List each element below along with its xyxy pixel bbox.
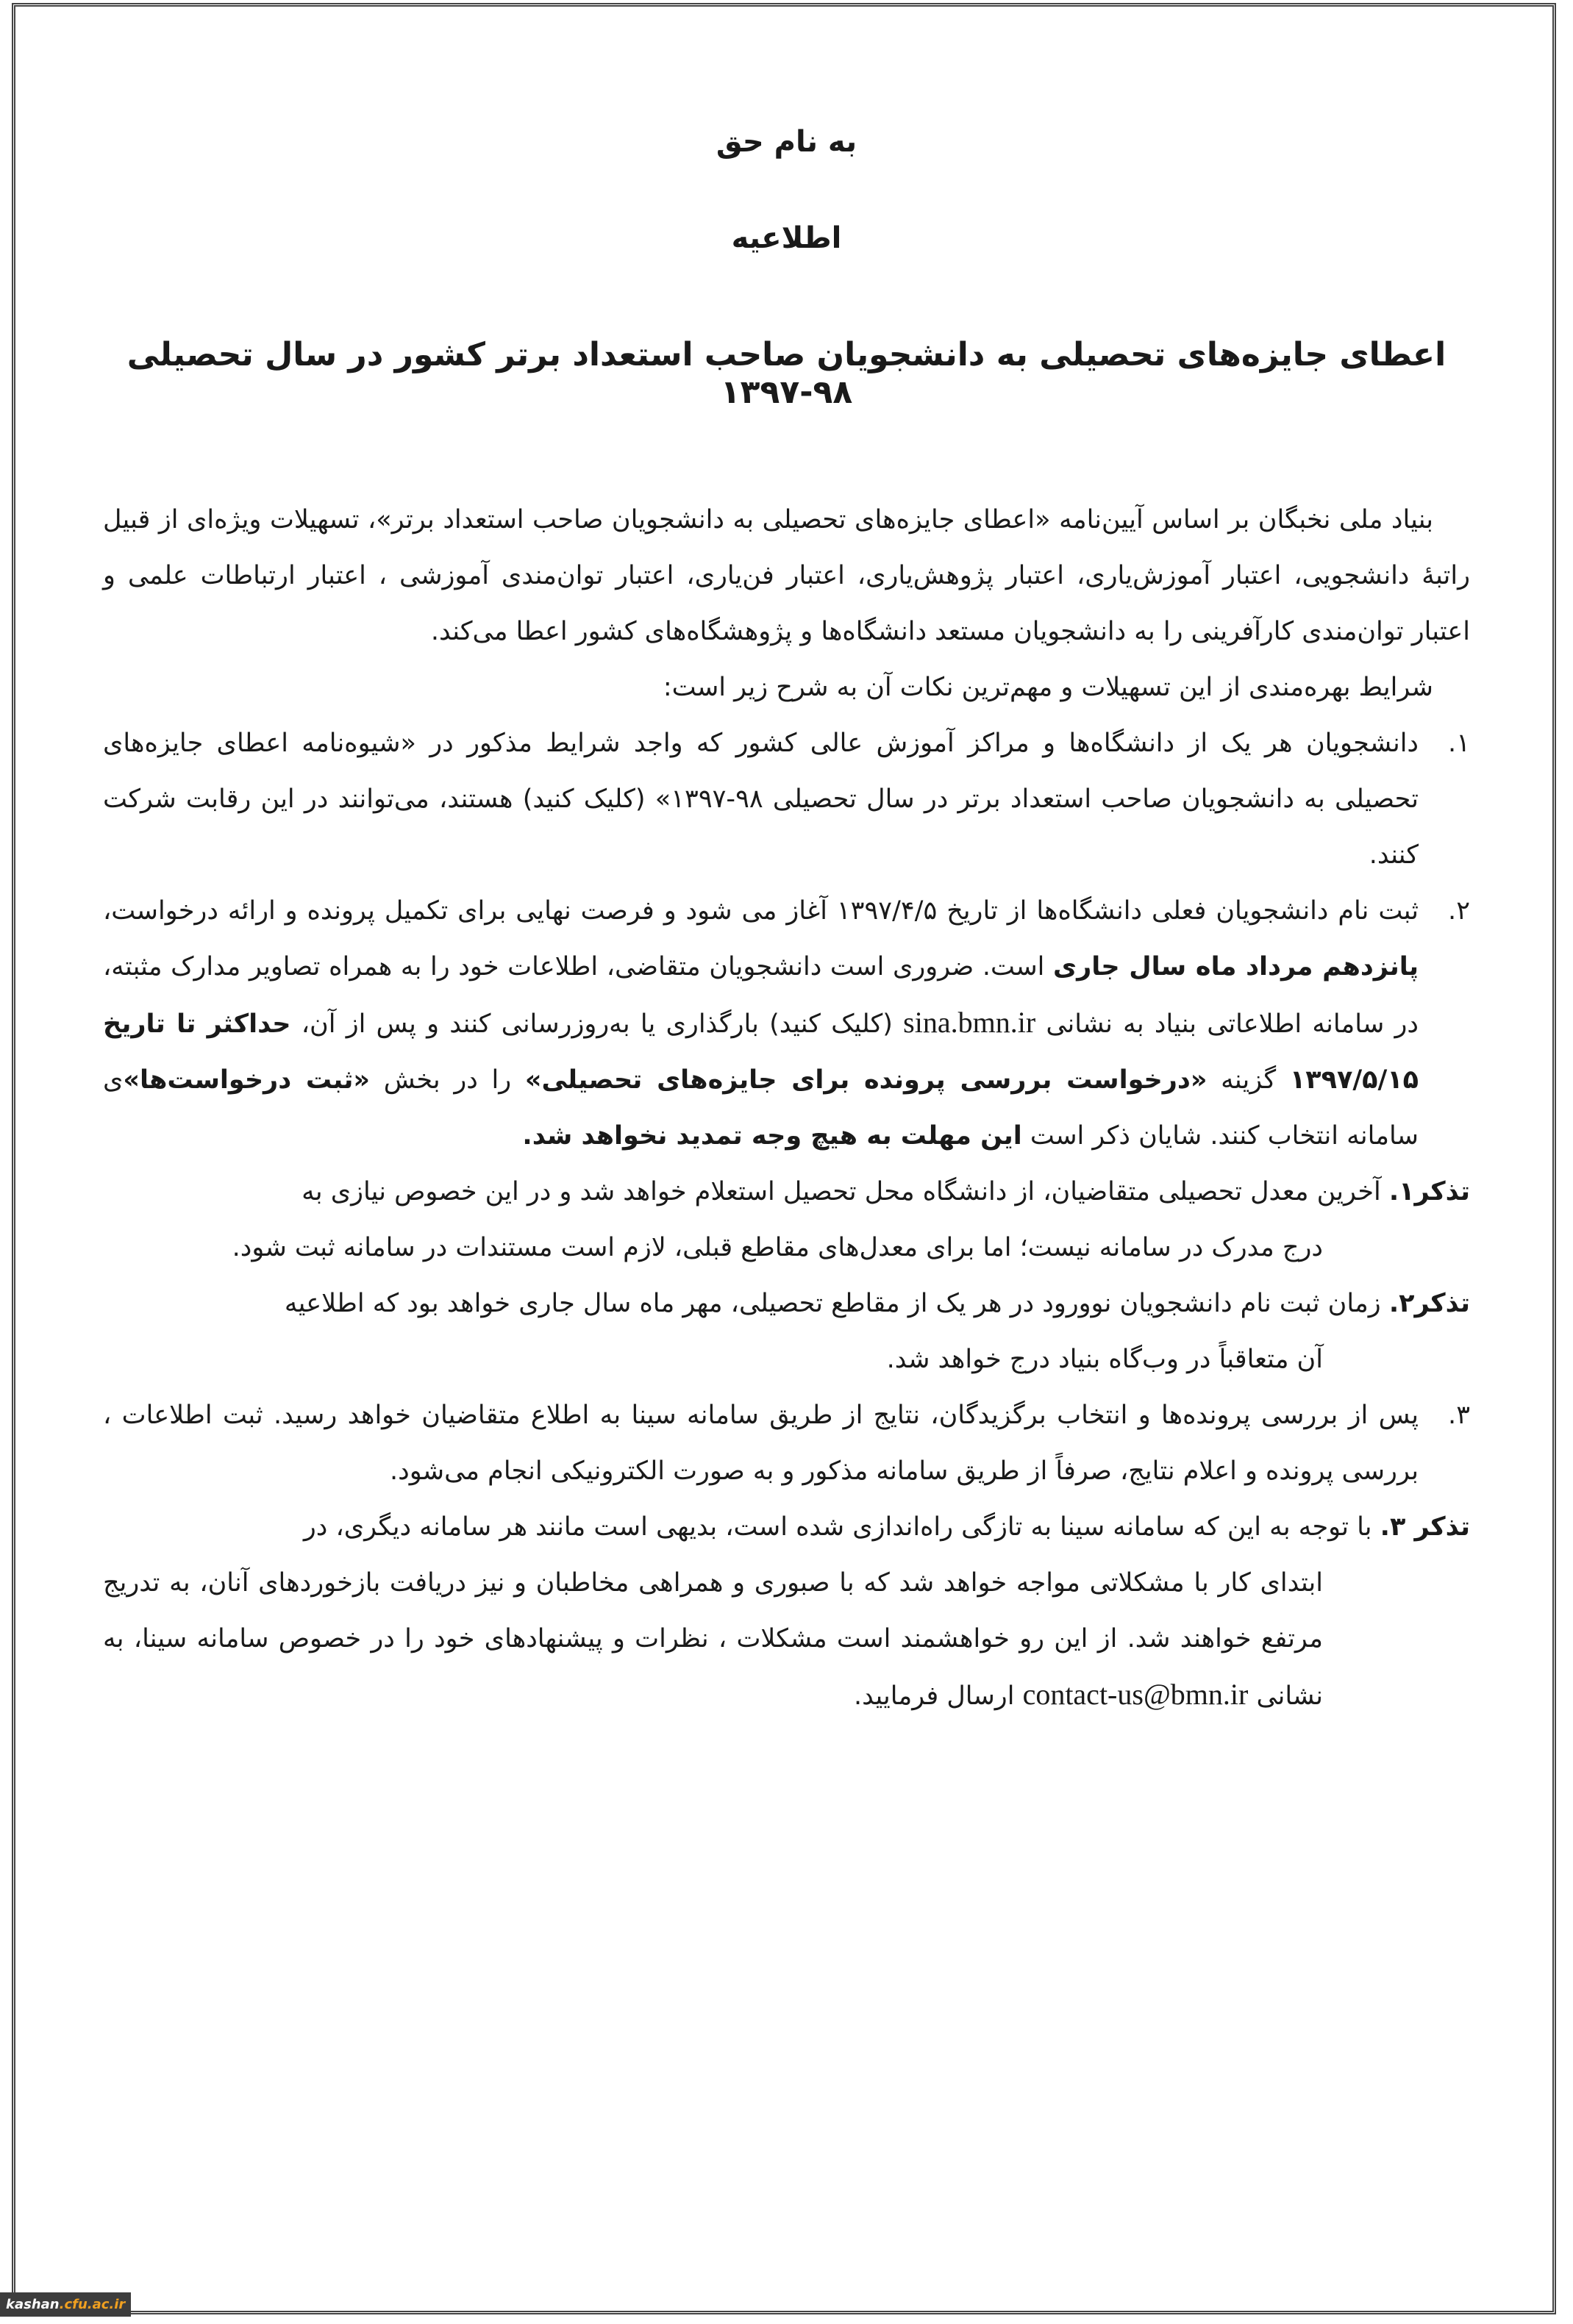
note-3 [103, 1499, 1470, 1724]
sina-link[interactable]: sina.bmn.ir [903, 1006, 1036, 1039]
conditions-list [103, 715, 1470, 1164]
note-text-continued: ابتدای کار با مشکلاتی مواجه خواهد شد که با صبوری و همراهی مخاطبان و نیز دریافت بازخوردهای آنان، به تدریج مرتفع خواهند شد. از این رو خواهشمند است مشکلات ، نظرات و پیشنهادهای خود را در خصوص سامانه سینا، به نشانی [103, 1568, 1323, 1711]
no-extension-bold: این مهلت به هیچ وجه تمدید نخواهد شد. [522, 1121, 1022, 1151]
intro-paragraph: بنیاد ملی نخبگان بر اساس آیین‌نامه «اعطای جایزه‌های تحصیلی به دانشجویان صاحب استعداد برتر»، تسهیلات ویژه‌ای از قبیل راتبهٔ دانشجویی، اعتبار آموزش‌یاری، اعتبار پژوهش‌یاری، اعتبار فن‌یاری، اعتبار توان‌مندی آموزشی ، اعتبار ارتباطات علمی و اعتبار توان‌مندی کارآفرینی را به دانشجویان مستعد دانشگاه‌ها و پژوهشگاه‌های کشور اعطا می‌کند. [103, 505, 1470, 646]
note-text: زمان ثبت نام دانشجویان نوورود در هر یک از مقاطع تحصیلی، مهر ماه سال جاری خواهد بود که اطلاعیه [284, 1289, 1381, 1318]
notice-heading: اطلاعیه [731, 221, 842, 255]
list-item-1 [103, 715, 1470, 883]
bismillah-heading: به نام حق [716, 125, 857, 159]
note-text-continued: آن متعاقباً در وب‌گاه بنیاد درج خواهد شد. [886, 1345, 1323, 1374]
note-label: تذکر۱. [1388, 1177, 1470, 1206]
item-text[interactable]: دانشجویان هر یک از دانشگاه‌ها و مراکز آموزش عالی کشور که واجد شرایط مذکور در «شیوه‌نامه اعطای جایزه‌های تحصیلی به دانشجویان صاحب استعداد برتر در سال تحصیلی ۹۸-۱۳۹۷» (کلیک کنید) هستند، می‌توانند در این رقابت شرکت کنند. [103, 729, 1419, 870]
section-name-bold: «ثبت درخواست‌ها» [123, 1065, 371, 1095]
note-text-continued: درج مدرک در سامانه نیست؛ اما برای معدل‌های مقاطع قبلی، لازم است مستندات در سامانه ثبت شود. [232, 1233, 1323, 1262]
contact-email-link[interactable]: contact-us@bmn.ir [1022, 1678, 1249, 1711]
item-text: پس از بررسی پرونده‌ها و انتخاب برگزیدگان، نتایج از طریق سامانه سینا به اطلاع متقاضیان خواهد رسید. ثبت اطلاعات ، بررسی پرونده و اعلام نتایج، صرفاً از طریق سامانه مذکور و به صورت الکترونیکی انجام می‌شود. [103, 1401, 1419, 1486]
note-label: تذکر۲. [1388, 1289, 1470, 1318]
conditions-list-continued [103, 1387, 1470, 1499]
item-number: ۲. [1448, 896, 1470, 926]
document-title: اعطای جایزه‌های تحصیلی به دانشجویان صاحب استعداد برتر کشور در سال تحصیلی ۹۸-۱۳۹۷ [126, 336, 1447, 411]
site-watermark [0, 2292, 131, 2317]
item-text-part: را در بخش [370, 1065, 525, 1095]
watermark-site: kashan [6, 2297, 60, 2312]
note-text: با توجه به این که سامانه سینا به تازگی راه‌اندازی شده است، بدیهی است مانند هر سامانه دیگری، در [303, 1512, 1372, 1542]
item-text-part: ی سامانه انتخاب کنند. شایان ذکر است [103, 1065, 1419, 1151]
deadline-bold: پانزدهم مرداد ماه سال جاری [1053, 952, 1419, 982]
watermark-domain: .cfu.ac.ir [59, 2297, 126, 2312]
note-2 [103, 1276, 1470, 1387]
item-number: ۱. [1448, 729, 1470, 758]
list-item-3 [103, 1387, 1470, 1499]
announcement-document [103, 110, 1470, 1724]
deadline-date-bold: حداکثر تا تاریخ ۱۳۹۷/۵/۱۵ [103, 1009, 1419, 1095]
list-item-2 [103, 883, 1470, 1164]
note-text: آخرین معدل تحصیلی متقاضیان، از دانشگاه محل تحصیل استعلام خواهد شد و در این خصوص نیازی به [302, 1177, 1381, 1206]
note-label: تذکر ۳. [1380, 1512, 1470, 1542]
item-text-part: گزینه [1207, 1065, 1290, 1095]
note-1 [103, 1164, 1470, 1276]
note-text-end: ارسال فرمایید. [854, 1681, 1023, 1711]
item-text-part: است. ضروری است دانشجویان متقاضی، اطلاعات خود را به همراه تصاویر مدارک مثبته، در سامانه اطلاعاتی بنیاد به نشانی [103, 952, 1419, 1039]
conditions-intro: شرایط بهره‌مندی از این تسهیلات و مهم‌ترین نکات آن به شرح زیر است: [663, 673, 1433, 702]
option-name-bold: «درخواست بررسی پرونده برای جایزه‌های تحصیلی» [524, 1065, 1208, 1095]
item-text-part: ثبت نام دانشجویان فعلی دانشگاه‌ها از تاریخ ۱۳۹۷/۴/۵ آغاز می شود و فرصت نهایی برای تکمیل پرونده و ارائه درخواست، [103, 896, 1419, 926]
item-text-part[interactable]: (کلیک کنید) بارگذاری یا به‌روزرسانی کنند و پس از آن، [290, 1009, 904, 1039]
item-number: ۳. [1448, 1401, 1470, 1430]
